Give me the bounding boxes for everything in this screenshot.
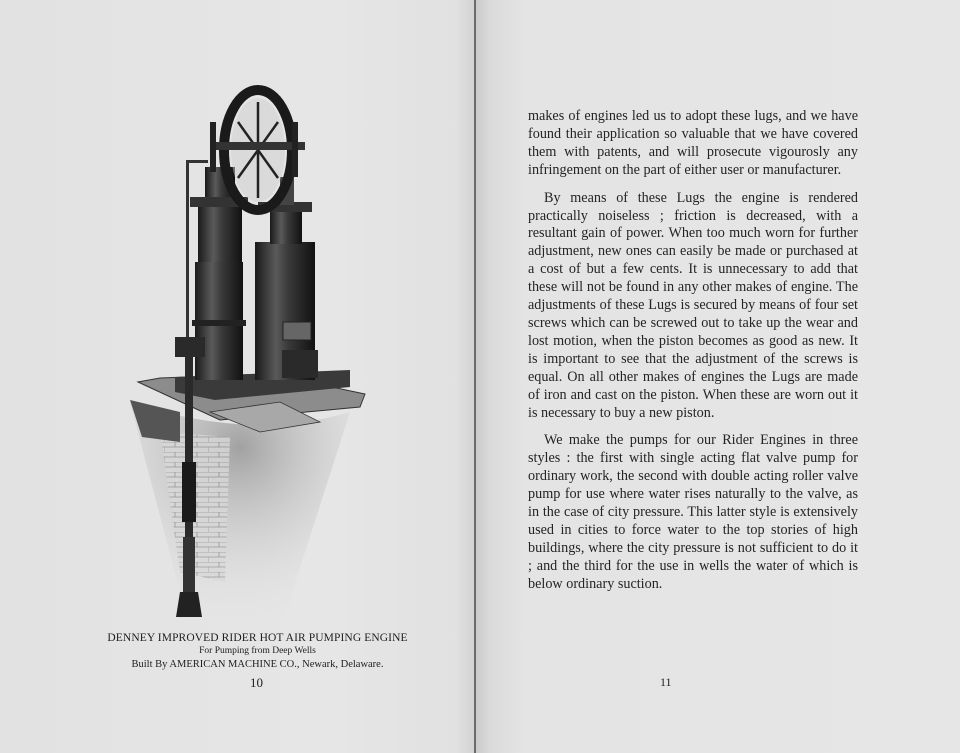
paragraph: By means of these Lugs the engine is rendered practically noiseless ; friction is decreased, with a resultant gain of power. When too much worn for further adjustment, new ones can easily be made or purchased at a cost of but a few cents. It is unnecessary to add that these will not be found in any other makes of engine. The adjustments of these Lugs is secured by means of four set screws which can be screwed out to take up the wear and lost motion, when the piston becomes as good as new. It is important to see that the adjustment of the screws is equal. On all other makes of engines the Lugs are made of iron and cast on the piston. When these are worn out it is necessary to buy a new piston. [528,189,858,421]
caption-title: DENNEY IMPROVED RIDER HOT AIR PUMPING ENGINE [107,632,408,644]
body-text [528,108,858,604]
page-number-right: 11 [660,675,672,689]
engine-illustration [120,82,380,630]
figure-caption [60,631,455,672]
book-gutter [474,0,476,753]
right-page [475,0,960,753]
engine-drawing-icon [120,82,380,630]
paragraph: We make the pumps for our Rider Engines in three styles : the first with single acting flat valve pump for ordinary work, the second with double acting roller valve pump for use where water rises naturally to the valve, as in the case of city pressure. This latter style is extensively used in cities to force water to the top stories of high buildings, where the city pressure is not sufficient to do it ; and the third for the use in wells the water of which is below ordinary suction. [528,432,858,592]
left-page [0,0,475,753]
page-number-left: 10 [250,675,263,690]
paragraph: makes of engines led us to adopt these lugs, and we have found their application so valuable that we have covered them with patents, and will prosecute vigourosly any infringement on the part of either user or manufacturer. [528,108,858,178]
caption-subtitle: For Pumping from Deep Wells [199,646,316,656]
caption-builder: Built By AMERICAN MACHINE CO., Newark, Delaware. [131,659,384,670]
